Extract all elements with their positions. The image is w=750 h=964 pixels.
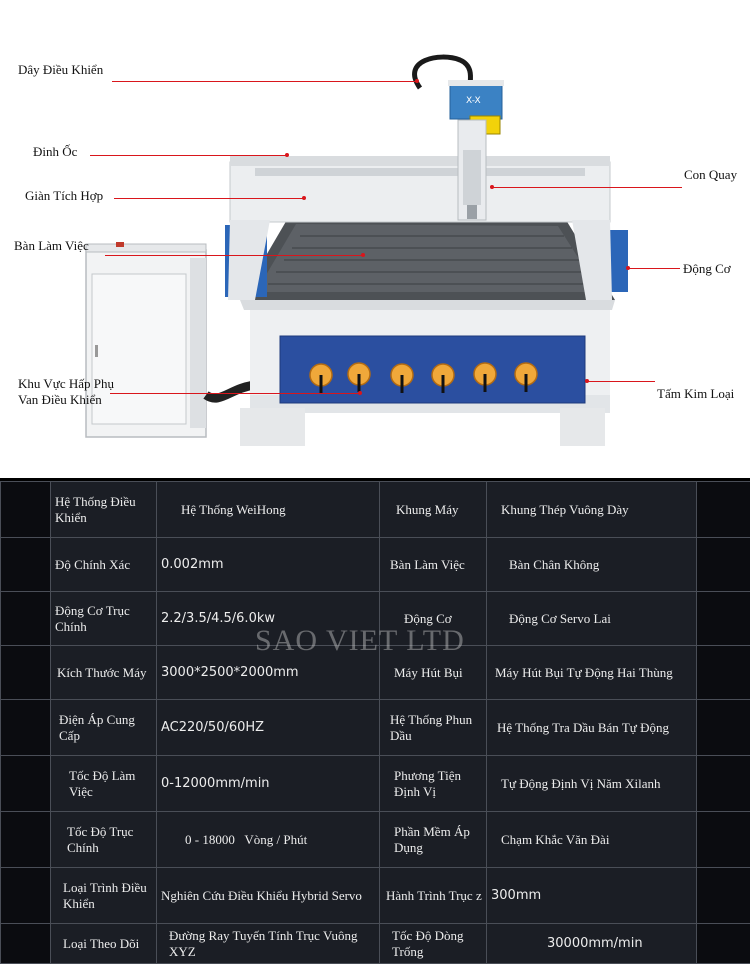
table-row: [1, 700, 750, 756]
table-row: [1, 646, 750, 700]
callout-metal-plate: Tấm Kim Loại: [657, 386, 734, 402]
pointer-line: [105, 255, 363, 256]
pointer-dot: [302, 196, 306, 200]
pointer-dot: [358, 391, 362, 395]
callout-screw: Đinh Ốc: [33, 144, 77, 160]
spec-table: [0, 481, 750, 964]
pointer-dot: [361, 253, 365, 257]
table-row: [1, 756, 750, 812]
table-row: [1, 482, 750, 538]
pointer-line: [110, 393, 360, 394]
machine-label: X-X: [466, 96, 481, 106]
callout-suction-zone-line1: Khu Vực Hấp Phụ: [18, 376, 114, 392]
callout-work-table: Bàn Làm Việc: [14, 238, 89, 254]
spec-value: Máy Hút Bụi Tự Động Hai Thùng: [487, 646, 697, 700]
table-row: [1, 592, 750, 646]
pointer-line: [114, 198, 304, 199]
spec-label: Khung Máy: [380, 482, 487, 538]
spec-label: Tốc Độ Dòng Trống: [380, 924, 487, 964]
spec-label: Kích Thước Máy: [51, 646, 157, 700]
spec-label: Tốc Độ Làm Việc: [51, 756, 157, 812]
spec-value: Chạm Khắc Văn Đài: [487, 812, 697, 868]
spec-label: Loại Theo Dõi: [51, 924, 157, 964]
spec-label: Tốc Độ Trục Chính: [51, 812, 157, 868]
spec-value: 30000mm/min: [487, 924, 697, 964]
table-row: [1, 812, 750, 868]
callout-gantry: Giàn Tích Hợp: [25, 188, 103, 204]
spec-label: Điện Áp Cung Cấp: [51, 700, 157, 756]
pointer-dot: [626, 266, 630, 270]
pointer-dot: [415, 79, 419, 83]
spec-value: Động Cơ Servo Lai: [487, 592, 697, 646]
callout-motor: Động Cơ: [683, 261, 731, 277]
spec-value: 3000*2500*2000mm: [157, 646, 380, 700]
spec-value: Nghiên Cứu Điều Khiểu Hybrid Servo: [157, 868, 380, 924]
pointer-line: [587, 381, 655, 382]
spec-label: Loại Trình Điều Khiển: [51, 868, 157, 924]
spec-label: Độ Chính Xác: [51, 538, 157, 592]
spec-label: Máy Hút Bụi: [380, 646, 487, 700]
spec-value: 0-12000mm/min: [157, 756, 380, 812]
spec-value: Bàn Chân Không: [487, 538, 697, 592]
spec-value: 300mm: [487, 868, 697, 924]
callout-control-cable: Dây Điều Khiển: [18, 62, 103, 78]
table-row: [1, 924, 750, 964]
spec-label: Bàn Làm Việc: [380, 538, 487, 592]
spec-value: 2.2/3.5/4.5/6.0kw: [157, 592, 380, 646]
spec-label: Hành Trình Trục z: [380, 868, 487, 924]
spec-label: Hệ Thống Phun Dầu: [380, 700, 487, 756]
spec-value: Hệ Thống Tra Dầu Bán Tự Động: [487, 700, 697, 756]
spec-label: Phương Tiện Định Vị: [380, 756, 487, 812]
spec-label: Phần Mềm Áp Dụng: [380, 812, 487, 868]
spec-value: Hệ Thống WeiHong: [157, 482, 380, 538]
pointer-dot: [285, 153, 289, 157]
spec-value: 0 - 18000 Vòng / Phút: [157, 812, 380, 868]
watermark: SAO VIET LTD: [255, 624, 465, 658]
spec-value: AC220/50/60HZ: [157, 700, 380, 756]
callout-suction-zone-line2: Van Điều Khiển: [18, 392, 102, 408]
table-row: [1, 868, 750, 924]
spec-table-section: [0, 478, 750, 963]
pointer-line: [112, 81, 417, 82]
pointer-line: [90, 155, 287, 156]
spec-value: Tự Động Định Vị Năm Xilanh: [487, 756, 697, 812]
callout-spindle: Con Quay: [684, 167, 737, 183]
pointer-line: [492, 187, 682, 188]
spec-label: Động Cơ Trục Chính: [51, 592, 157, 646]
spec-label: Động Cơ: [380, 592, 487, 646]
machine-diagram: [0, 0, 750, 450]
spec-value: Đường Ray Tuyến Tính Trục Vuông XYZ: [157, 924, 380, 964]
pointer-dot: [585, 379, 589, 383]
spec-value: 0.002mm: [157, 538, 380, 592]
spec-label: Hệ Thống Điều Khiển: [51, 482, 157, 538]
table-row: [1, 538, 750, 592]
pointer-line: [628, 268, 680, 269]
spec-value: Khung Thép Vuông Dày: [487, 482, 697, 538]
pointer-dot: [490, 185, 494, 189]
